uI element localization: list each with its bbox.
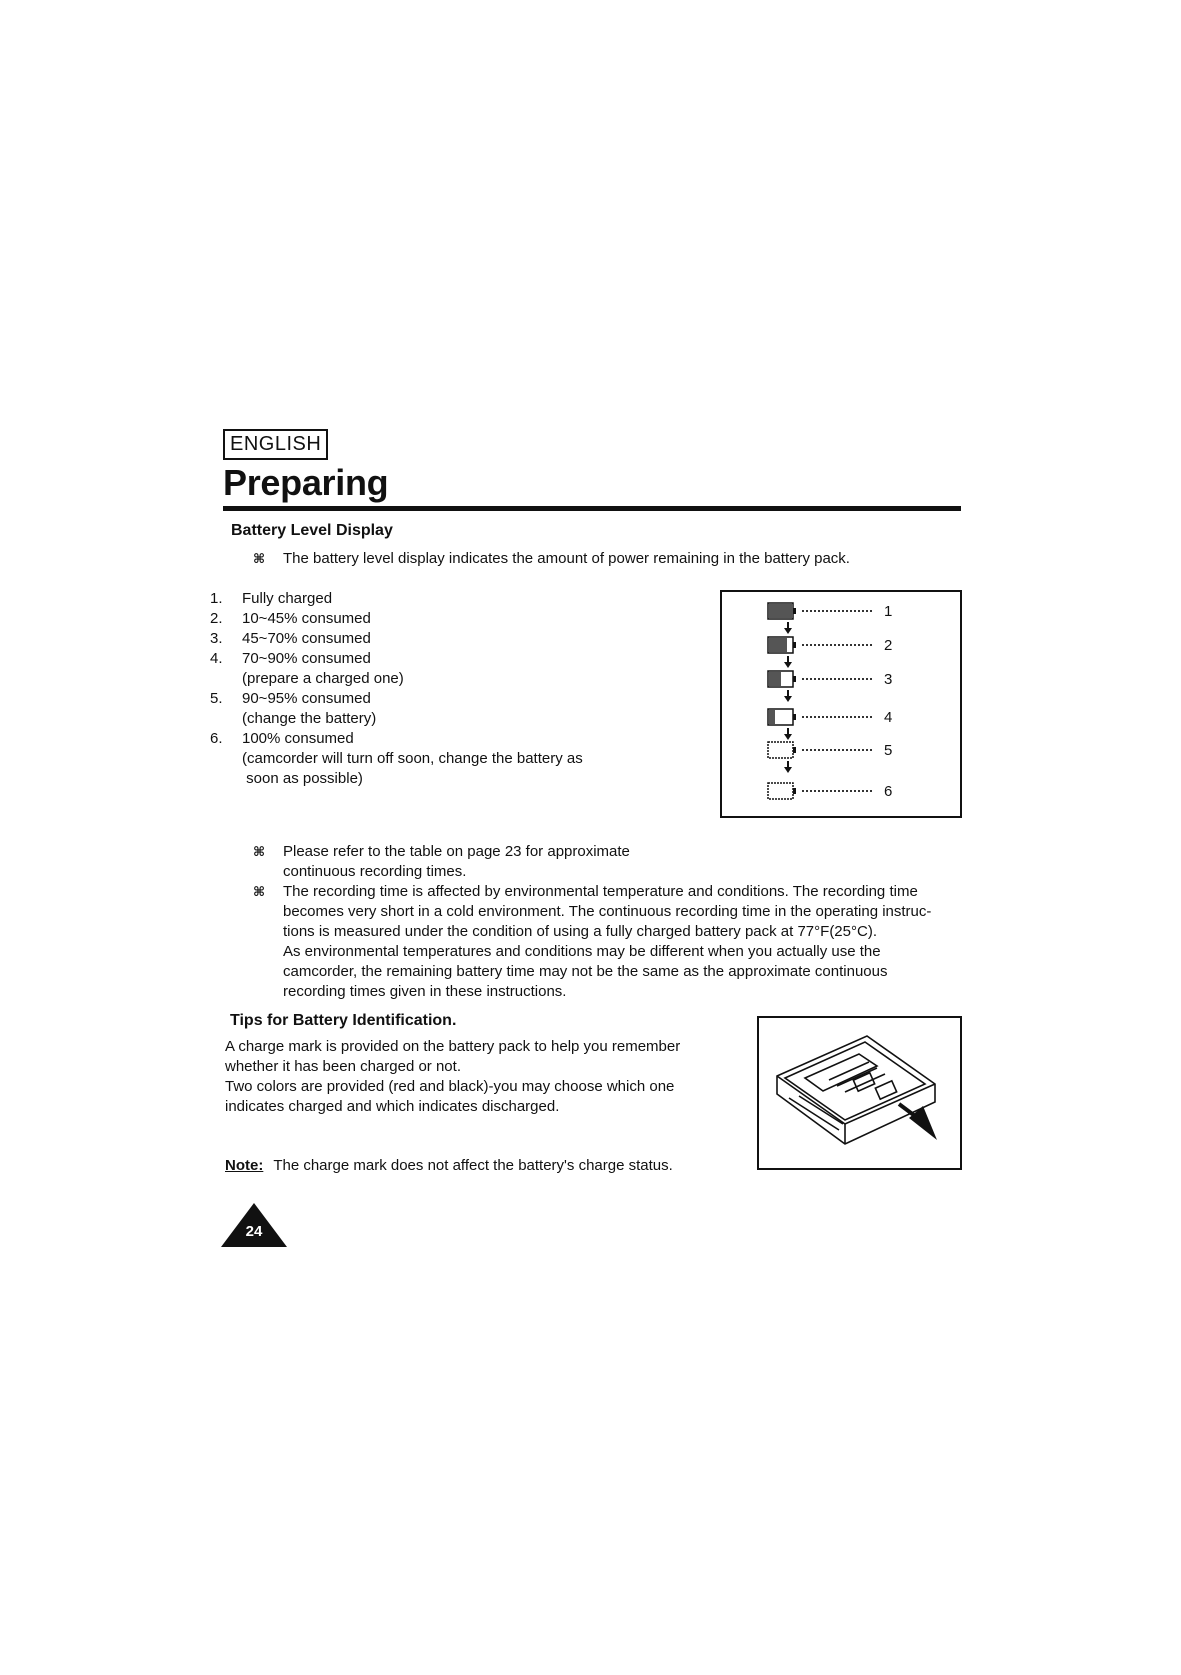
note-line: [253, 882, 973, 902]
battery-intro-text: The battery level display indicates the amount of power remaining in the battery pack.: [283, 550, 850, 567]
language-badge: ENGLISH: [223, 429, 328, 460]
tips-line: indicates charged and which indicates discharged.: [225, 1098, 560, 1115]
tips-paragraph: [225, 1037, 725, 1117]
list-item-number: 5.: [210, 690, 223, 707]
note-text: The charge mark does not affect the battery's charge status.: [273, 1157, 673, 1174]
list-item-subtext: (camcorder will turn off soon, change the battery as: [242, 750, 583, 767]
list-item-text: 10~45% consumed: [242, 610, 371, 627]
list-item: [210, 629, 680, 649]
list-item: [210, 689, 680, 709]
list-item-subtext: (prepare a charged one): [242, 670, 404, 687]
battery-intro: [253, 549, 953, 569]
page-number-marker: [221, 1203, 287, 1247]
note-text: becomes very short in a cold environment. The continuous recording time in the operating instruc-: [283, 903, 932, 920]
note-text: tions is measured under the condition of using a fully charged battery pack at 77°F(25°C).: [283, 923, 877, 940]
battery-level-indicator: [767, 780, 892, 802]
battery-level-number: 6: [884, 782, 893, 800]
arrow-down-icon: [784, 656, 792, 668]
list-item-subtext: (change the battery): [242, 710, 377, 727]
note-line: [253, 842, 973, 862]
battery-level-number: 3: [884, 670, 893, 688]
note-line: [253, 962, 973, 982]
list-item-subtext: soon as possible): [242, 770, 363, 787]
battery-level-number: 1: [884, 602, 893, 620]
list-item-text: Fully charged: [242, 590, 333, 607]
bullet-icon: ⌘: [253, 844, 266, 859]
leader-dots: [802, 706, 872, 718]
bullet-spacer: [253, 942, 283, 962]
note-line: [253, 902, 973, 922]
leader-dots: [802, 739, 872, 751]
list-item-number: 4.: [210, 650, 223, 667]
list-item-number: 1.: [210, 590, 223, 607]
list-item: [210, 589, 680, 609]
leader-dots: [802, 600, 872, 612]
battery-icon: [767, 670, 797, 688]
bullet-icon: ⌘: [253, 884, 266, 899]
note-text: Please refer to the table on page 23 for approximate: [283, 843, 630, 860]
arrow-down-icon: [784, 690, 792, 702]
battery-notes: [253, 842, 973, 1002]
battery-icon: [767, 636, 797, 654]
note-text: recording times given in these instructions.: [283, 983, 567, 1000]
list-item-number: 6.: [210, 730, 223, 747]
battery-icon: [767, 741, 797, 759]
tips-note: [225, 1156, 745, 1176]
battery-pack-icon: [759, 1018, 960, 1168]
leader-dots: [802, 668, 872, 680]
bullet-icon: ⌘: [253, 551, 266, 566]
battery-level-indicator: [767, 600, 892, 622]
bullet-spacer: [253, 982, 283, 1002]
title-divider: [223, 506, 961, 511]
battery-level-number: 4: [884, 708, 893, 726]
list-item-text: 70~90% consumed: [242, 650, 371, 667]
arrow-down-icon: [784, 622, 792, 634]
bullet-spacer: [253, 902, 283, 922]
battery-level-indicator: [767, 706, 892, 728]
battery-level-indicator: [767, 739, 892, 761]
leader-dots: [802, 780, 872, 792]
list-item: [210, 609, 680, 629]
list-item-number: 3.: [210, 630, 223, 647]
battery-level-number: 2: [884, 636, 893, 654]
list-item-text: 100% consumed: [242, 730, 354, 747]
bullet-spacer: [253, 922, 283, 942]
note-line: [253, 942, 973, 962]
bullet-spacer: [253, 962, 283, 982]
battery-icon: [767, 602, 797, 620]
page-number: 24: [245, 1223, 263, 1240]
list-item: [210, 729, 680, 749]
battery-icon: [767, 782, 797, 800]
battery-pack-illustration: [757, 1016, 962, 1170]
page-title: Preparing: [223, 462, 389, 503]
tips-line: whether it has been charged or not.: [225, 1058, 461, 1075]
battery-level-number: 5: [884, 741, 893, 759]
list-item: [210, 649, 680, 669]
arrow-down-icon: [784, 761, 792, 773]
note-line: [253, 922, 973, 942]
battery-level-indicator: [767, 668, 892, 690]
list-item-number: 2.: [210, 610, 223, 627]
note-line: [253, 982, 973, 1002]
note-text: continuous recording times.: [283, 863, 467, 880]
tips-line: Two colors are provided (red and black)-you may choose which one: [225, 1078, 675, 1095]
note-text: camcorder, the remaining battery time may not be the same as the approximate continuous: [283, 963, 888, 980]
list-item-text: 45~70% consumed: [242, 630, 371, 647]
tips-heading: Tips for Battery Identification.: [230, 1012, 457, 1029]
note-text: The recording time is affected by environmental temperature and conditions. The recording time: [283, 883, 918, 900]
battery-level-indicator: [767, 634, 892, 656]
battery-level-list: [210, 589, 680, 789]
note-text: As environmental temperatures and conditions may be different when you actually use the: [283, 943, 881, 960]
tips-line: A charge mark is provided on the battery pack to help you remember: [225, 1038, 681, 1055]
list-item-text: 90~95% consumed: [242, 690, 371, 707]
bullet-spacer: [253, 862, 283, 882]
battery-level-heading: Battery Level Display: [231, 522, 393, 539]
note-label: Note:: [225, 1157, 264, 1174]
note-line: [253, 862, 973, 882]
leader-dots: [802, 634, 872, 646]
battery-indicator-figure: [720, 590, 962, 818]
battery-icon: [767, 708, 797, 726]
